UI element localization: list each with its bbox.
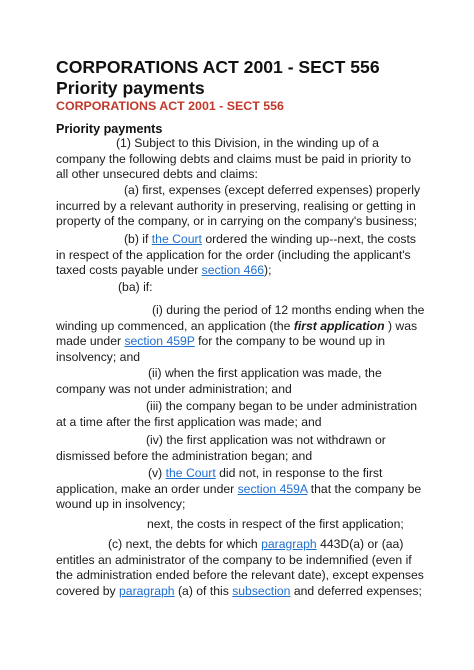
paragraph-text: did not, in response to the first application, make an order under [56,466,383,496]
the-court-link[interactable]: the Court [165,466,216,480]
subparagraph-iv [56,433,426,464]
paragraph-label: (c) [108,537,123,551]
subsection-link[interactable]: subsection [232,583,291,598]
paragraph-link[interactable]: paragraph [261,537,317,551]
first-application-term: first application [293,318,385,333]
paragraph-c [56,537,426,599]
paragraph-text: during the period of 12 months ending when the winding up commenced, an application (the [56,303,425,333]
act-section-subtitle: CORPORATIONS ACT 2001 - SECT 556 [56,99,284,113]
paragraph-text: (a) of this [177,583,229,598]
paragraph-text: 443D(a) or (aa) entitles an administrator of the company to be indemnified (even if the administration ended before the relevant date), except expenses covered by [56,537,424,598]
page-title: CORPORATIONS ACT 2001 - SECT 556 Priority payments [56,57,380,98]
paragraph-label: (iii) [146,399,163,413]
paragraph-ba [56,280,426,296]
paragraph-text: next, the debts for which [125,537,258,551]
subparagraph-iii [56,399,426,430]
paragraph-label: (b) [124,232,139,246]
paragraph-a [56,183,426,230]
paragraph-1 [56,136,426,183]
paragraph-text: ordered the winding up--next, the costs in respect of the application for the order (including the applicant's taxed costs payable under [56,232,417,278]
paragraph-label: (ii) [148,366,162,380]
paragraph-text: the first application was not withdrawn or dismissed before the administration began; and [56,433,386,463]
paragraph-link[interactable]: paragraph [119,583,175,598]
section-459a-link[interactable]: section 459A [237,481,308,496]
paragraph-text: ); [264,263,272,278]
paragraph-label: (v) [148,466,163,480]
paragraph-label: (1) [116,136,131,150]
section-466-link[interactable]: section 466 [201,263,265,278]
subparagraph-v [56,466,426,513]
paragraph-text: Subject to this Division, in the winding up of a company the following debts and claims must be paid in priority to all other unsecured debts and claims: [56,136,411,182]
section-459p-link[interactable]: section 459P [124,334,195,349]
paragraph-label: (a) [124,183,139,197]
paragraph-text: next, the costs in respect of the first application; [147,517,404,531]
paragraph-text: for the company to be wound up in insolvency; and [56,334,386,364]
subparagraph-i [56,303,426,365]
the-court-link[interactable]: the Court [151,232,202,246]
paragraph-text: and deferred expenses; [293,583,422,598]
paragraph-text: ) was made under [56,318,418,349]
paragraph-label: (iv) [146,433,163,447]
paragraph-text: if: [143,280,153,294]
subparagraph-ii [56,366,426,397]
paragraph-text: the company began to be under administration at a time after the first application was made; and [56,399,418,429]
paragraph-text: first, expenses (except deferred expenses) properly incurred by a relevant authority in preserving, realising or getting in property of the company, or in carrying on the company's business; [56,183,421,229]
paragraph-label: (ba) [118,280,140,294]
section-heading: Priority payments [56,122,163,136]
paragraph-text: if [142,232,149,246]
paragraph-b [56,232,426,279]
paragraph-label: (i) [152,303,163,317]
paragraph-text: that the company be wound up in insolvency; [56,481,422,512]
paragraph-text: when the first application was made, the company was not under administration; and [56,366,382,396]
paragraph-next-costs [56,517,426,533]
